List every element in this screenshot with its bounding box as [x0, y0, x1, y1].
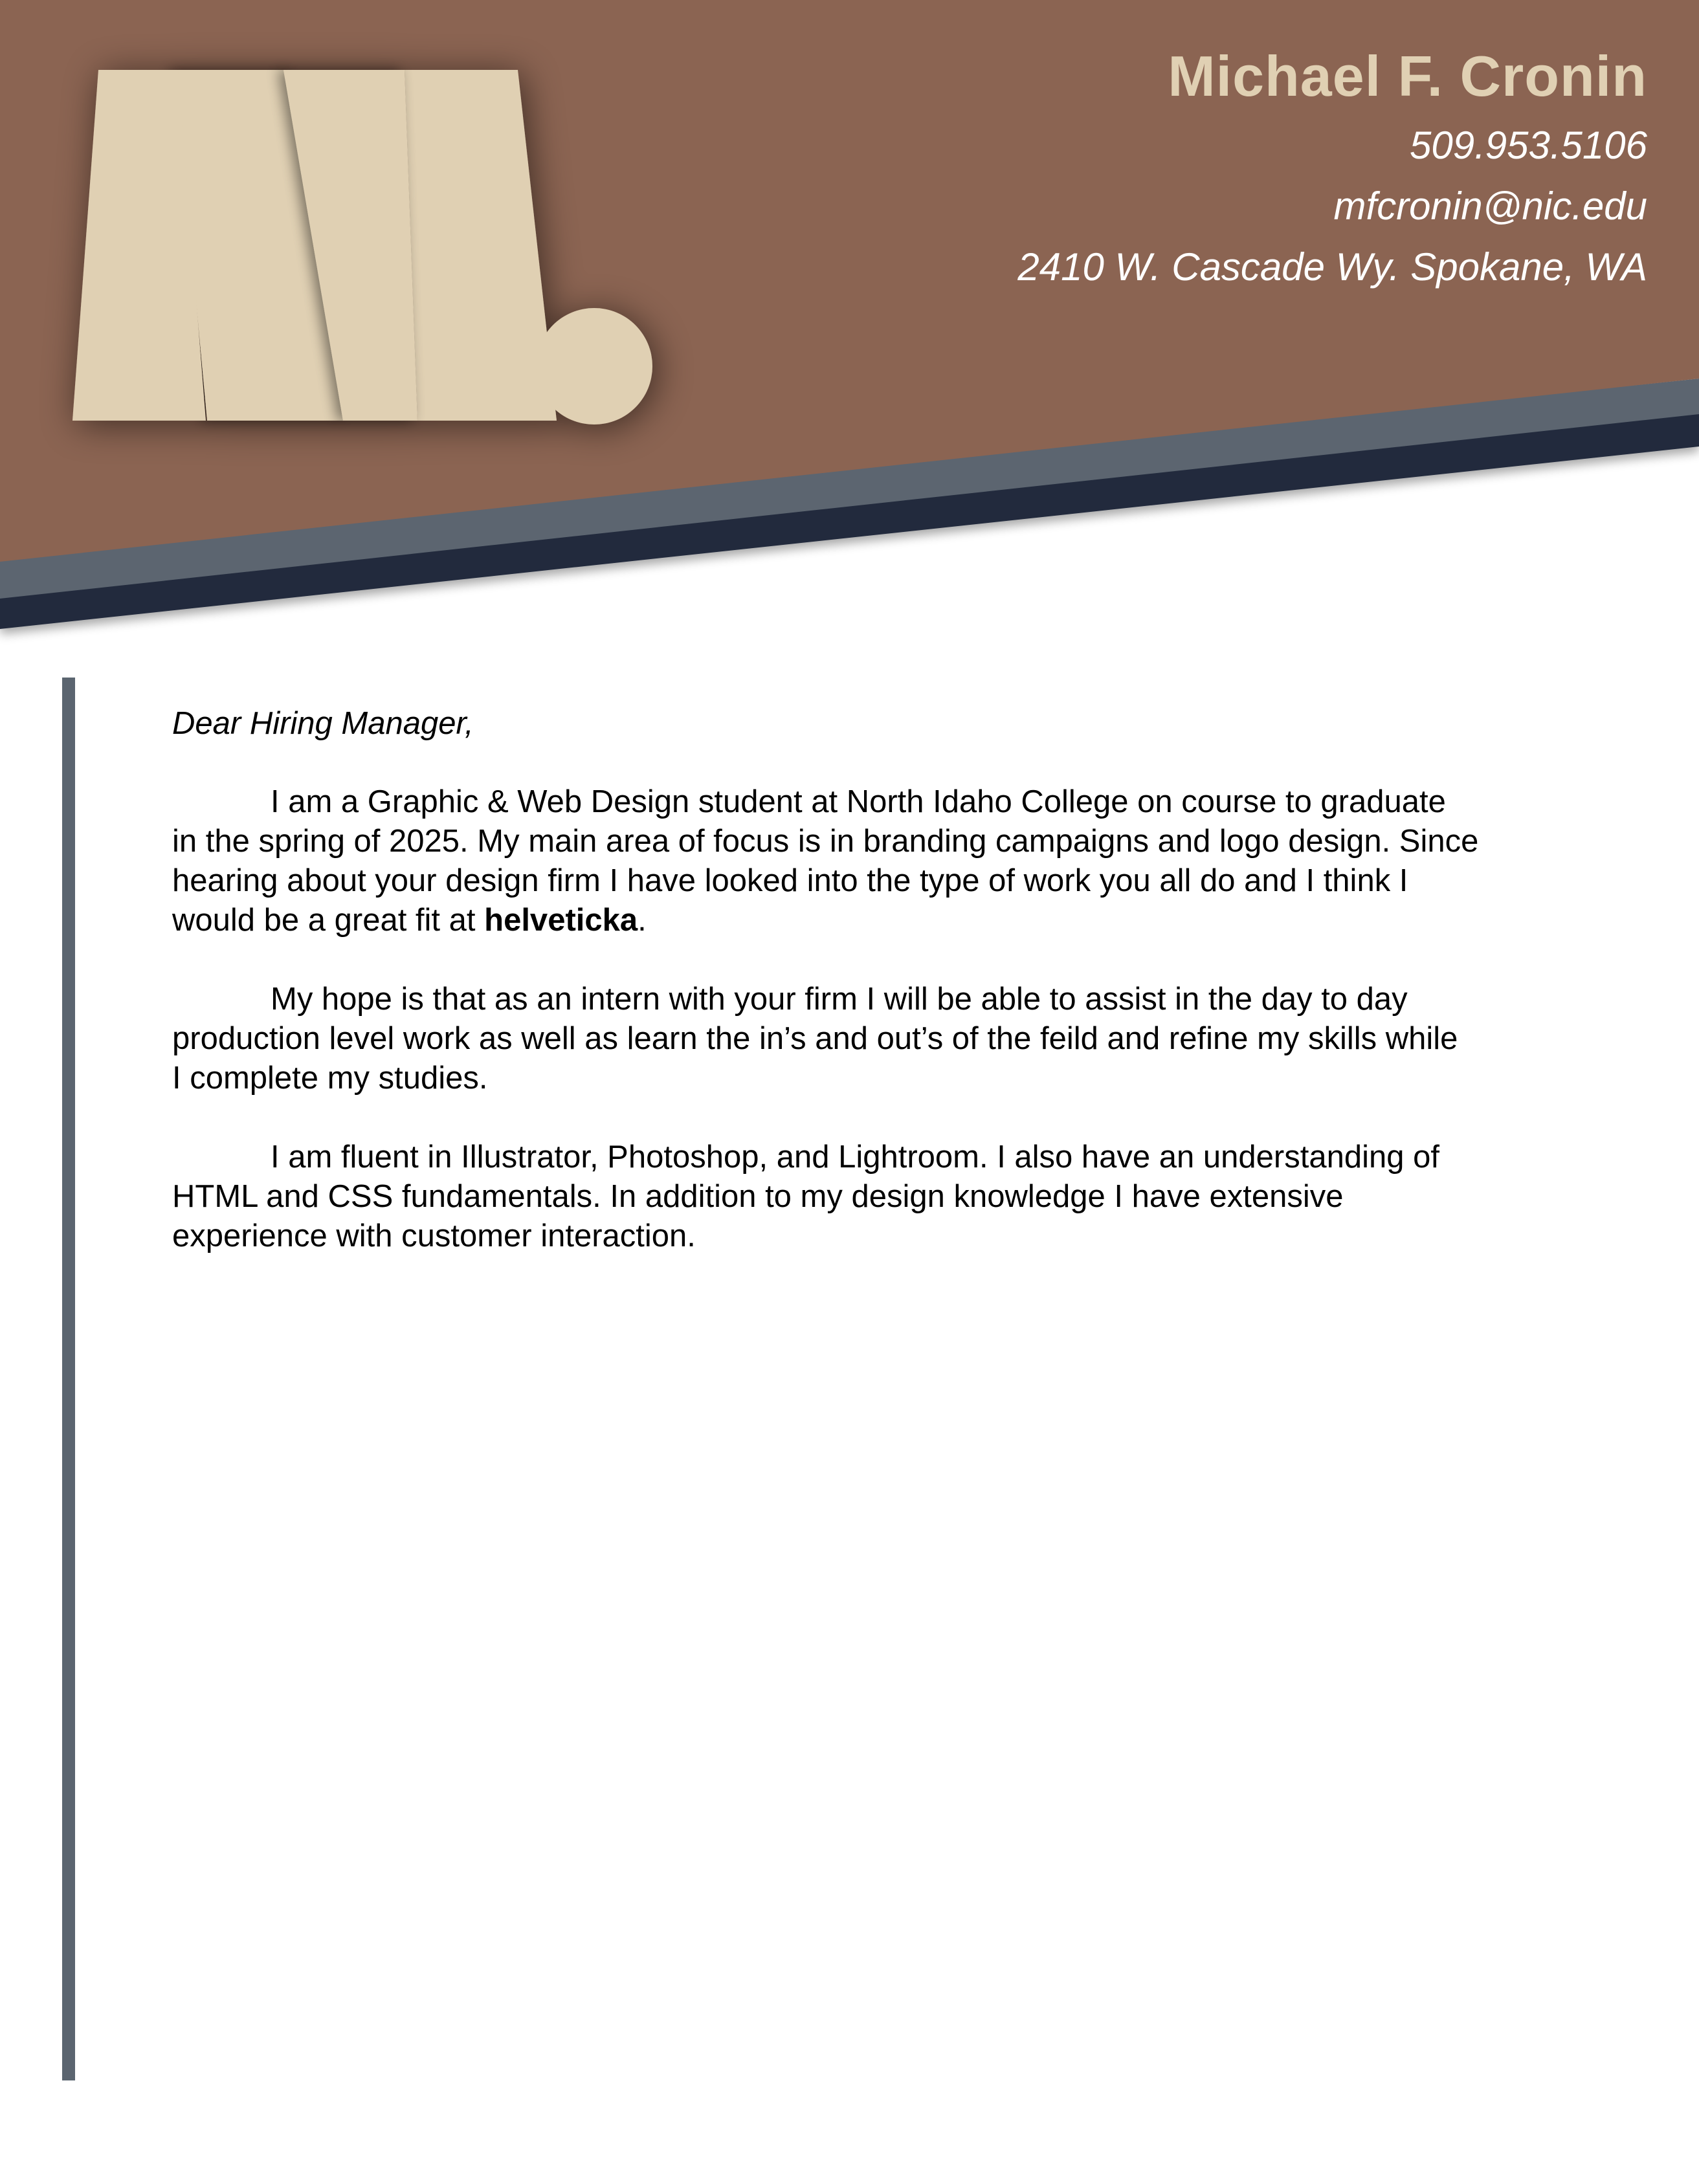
paragraph-1-line-4: [172, 901, 1564, 940]
sender-name: Michael F. Cronin: [1168, 44, 1647, 108]
paragraph-2-line-3: I complete my studies.: [172, 1061, 488, 1096]
paragraph-3-line-2: HTML and CSS fundamentals. In addition to my design knowledge I have extensive: [172, 1179, 1344, 1214]
monogram-dot: [536, 308, 652, 425]
paragraph-3-line-1: I am fluent in Illustrator, Photoshop, and Lightroom. I also have an understanding of: [271, 1140, 1439, 1175]
paragraph-1-line-4-period: .: [638, 903, 647, 938]
paragraph-2: [172, 980, 1564, 1098]
paragraph-3-line-3: experience with customer interaction.: [172, 1219, 696, 1253]
paragraph-1-line-1: I am a Graphic & Web Design student at North Idaho College on course to graduate: [271, 784, 1446, 819]
paragraph-2-line-1: My hope is that as an intern with your firm I will be able to assist in the day to day: [271, 982, 1408, 1017]
salutation: Dear Hiring Manager,: [172, 706, 474, 741]
paragraph-1: [172, 782, 1564, 940]
sender-phone: 509.953.5106: [1409, 124, 1647, 167]
contact-block: [1017, 38, 1647, 298]
firm-name: helveticka: [484, 903, 638, 938]
left-margin-rule: [62, 678, 75, 2080]
paragraph-3: [172, 1138, 1564, 1256]
paragraph-2-line-2: production level work as well as learn the in’s and out’s of the feild and refine my skills while: [172, 1021, 1458, 1056]
paragraph-1-line-2: in the spring of 2025. My main area of focus is in branding campaigns and logo design. Since: [172, 824, 1479, 859]
paragraph-1-line-4-text: would be a great fit at: [172, 903, 485, 938]
paragraph-1-line-3: hearing about your design firm I have looked into the type of work you all do and I think I: [172, 863, 1408, 898]
sender-email: mfcronin@nic.edu: [1333, 184, 1647, 228]
sender-address: 2410 W. Cascade Wy. Spokane, WA: [1017, 245, 1647, 289]
letter-body: [172, 704, 1564, 1296]
